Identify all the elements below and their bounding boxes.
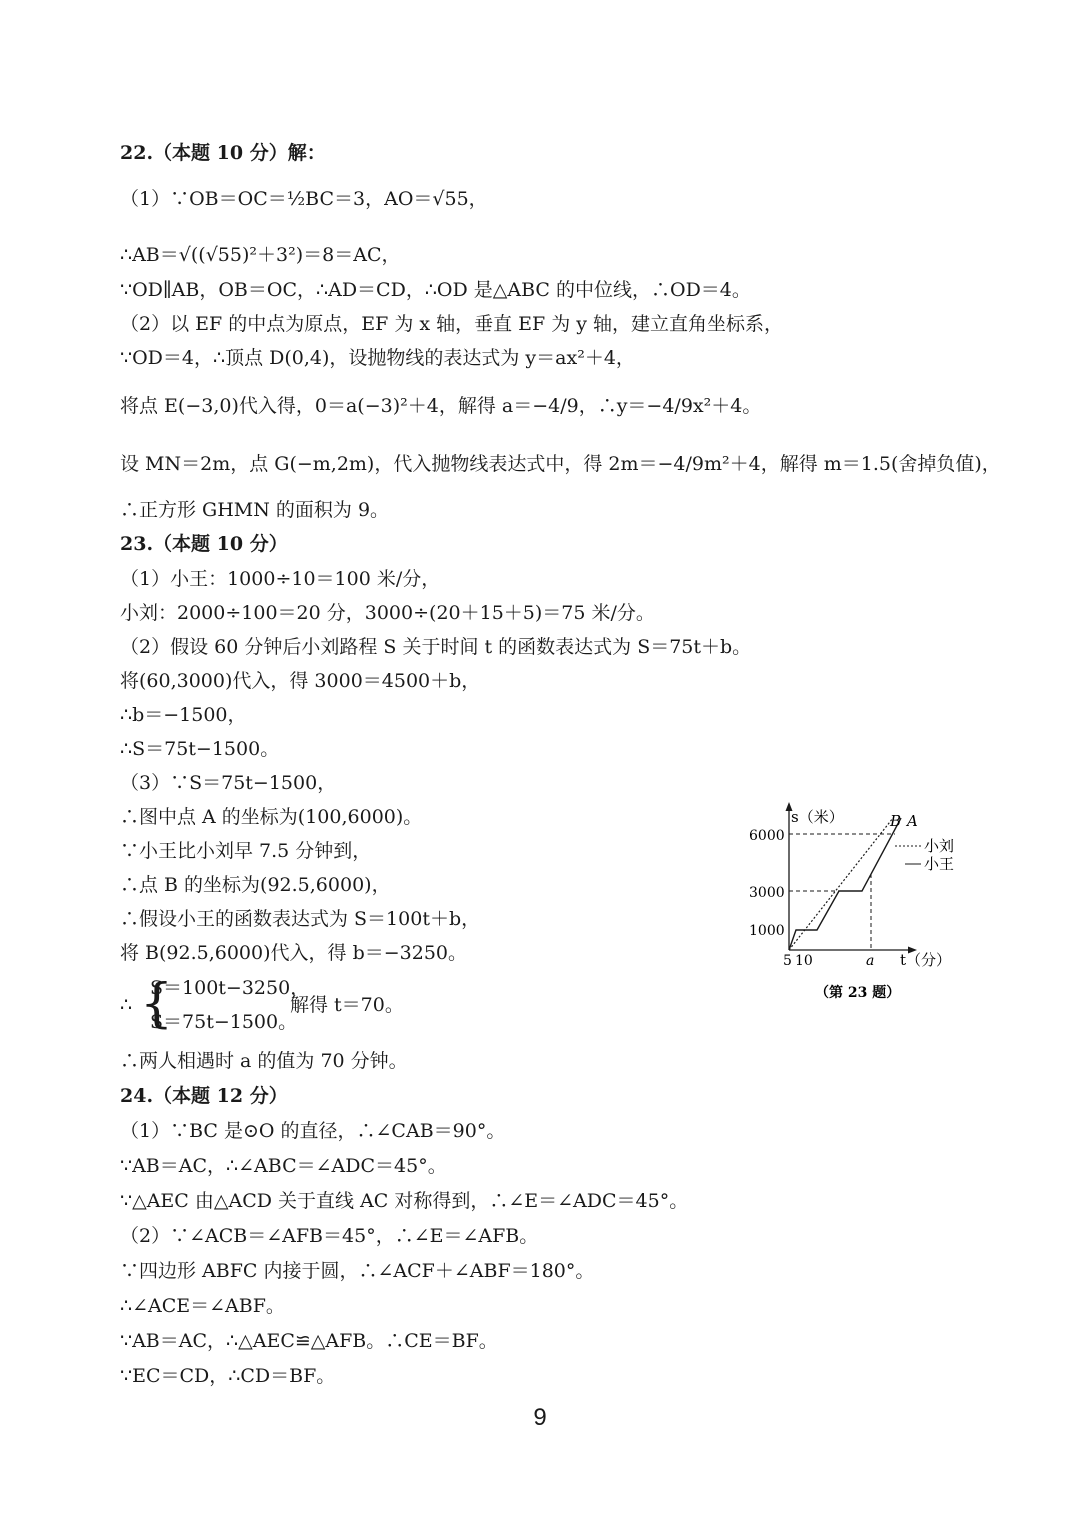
q22-line-4: （2）以 EF 的中点为原点，EF 为 x 轴，垂直 EF 为 y 轴，建立直角坐标系， <box>120 313 784 335</box>
q23-line-9: ∵小王比小刘早 7.5 分钟到， <box>120 840 372 862</box>
legend-xiaoliu: 小刘 <box>924 837 955 855</box>
figure-caption: （第 23 题） <box>815 985 901 1001</box>
equation-system-brace: { <box>140 974 174 1034</box>
q24-line-4: （2）∵∠ACB＝∠AFB＝45°，∴∠E＝∠AFB。 <box>120 1225 539 1247</box>
q23-line-1: （1）小王：1000÷10＝100 米/分， <box>120 568 441 590</box>
y-tick-6000: 6000 <box>749 828 785 844</box>
x-tick-10: 10 <box>795 953 813 969</box>
q23-line-13: ∴两人相遇时 a 的值为 70 分钟。 <box>120 1050 408 1072</box>
q23-line-10: ∴点 B 的坐标为(92.5,6000)， <box>120 874 391 896</box>
xiaowang-line <box>789 818 893 950</box>
point-label-a: A <box>907 812 918 830</box>
q22-line-5: ∵OD＝4，∴顶点 D(0,4)，设抛物线的表达式为 y＝ax²＋4， <box>120 347 635 369</box>
q22-line-6: 将点 E(−3,0)代入得，0＝a(−3)²＋4，解得 a＝−4/9，∴y＝−4/9x²＋4。 <box>120 395 762 417</box>
q22-line-1: （1）∵OB＝OC＝½BC＝3，AO＝√55， <box>120 188 488 210</box>
legend-xiaowang: 小王 <box>924 855 955 873</box>
q23-line-8: ∴图中点 A 的坐标为(100,6000)。 <box>120 806 423 828</box>
q24-heading: 24.（本题 12 分） <box>120 1085 288 1107</box>
equation-system-solution: 解得 t＝70。 <box>290 994 404 1016</box>
equation-system-line-2: S＝75t−1500。 <box>150 1011 298 1033</box>
q22-line-2: ∴AB＝√((√55)²＋3²)＝8＝AC， <box>120 244 401 266</box>
q23-line-3: （2）假设 60 分钟后小刘路程 S 关于时间 t 的函数表达式为 S＝75t＋b。 <box>120 636 752 658</box>
q24-line-3: ∵△AEC 由△ACD 关于直线 AC 对称得到，∴∠E＝∠ADC＝45°。 <box>120 1190 689 1212</box>
q24-line-1: （1）∵BC 是⊙O 的直径，∴∠CAB＝90°。 <box>120 1120 506 1142</box>
q24-line-8: ∵EC＝CD，∴CD＝BF。 <box>120 1365 336 1387</box>
point-label-b: B <box>890 812 902 830</box>
q23-line-7: （3）∵S＝75t−1500， <box>120 772 337 794</box>
q22-heading: 22.（本题 10 分）解： <box>120 142 326 164</box>
q22-line-3: ∵OD∥AB，OB＝OC，∴AD＝CD，∴OD 是△ABC 的中位线，∴OD＝4。 <box>120 279 751 301</box>
x-axis-label: t（分） <box>900 951 952 969</box>
q23-therefore-symbol: ∴ <box>120 994 133 1016</box>
q22-line-7: 设 MN＝2m，点 G(−m,2m)，代入抛物线表达式中，得 2m＝−4/9m²＋4，解得 m＝1.5(舍掉负值)， <box>120 453 1001 475</box>
x-tick-5: 5 <box>783 953 792 969</box>
q24-line-6: ∴∠ACE＝∠ABF。 <box>120 1295 285 1317</box>
q24-line-5: ∵四边形 ABFC 内接于圆，∴∠ACF＋∠ABF＝180°。 <box>120 1260 595 1282</box>
y-tick-1000: 1000 <box>749 923 785 939</box>
q22-line-8: ∴正方形 GHMN 的面积为 9。 <box>120 499 390 521</box>
q23-line-4: 将(60,3000)代入，得 3000＝4500＋b， <box>120 670 481 692</box>
q24-line-7: ∵AB＝AC，∴△AEC≌△AFB。∴CE＝BF。 <box>120 1330 498 1352</box>
q23-figure <box>735 798 975 1008</box>
y-axis-label: s（米） <box>791 808 844 826</box>
y-tick-3000: 3000 <box>749 885 785 901</box>
x-tick-a: a <box>866 953 875 969</box>
equation-system-line-1: S＝100t−3250， <box>150 977 310 999</box>
q23-line-2: 小刘：2000÷100＝20 分，3000÷(20＋15＋5)＝75 米/分。 <box>120 602 655 624</box>
q23-line-11: ∴假设小王的函数表达式为 S＝100t＋b， <box>120 908 481 930</box>
q23-heading: 23.（本题 10 分） <box>120 533 288 555</box>
q24-line-2: ∵AB＝AC，∴∠ABC＝∠ADC＝45°。 <box>120 1155 447 1177</box>
xiaoliu-line <box>789 818 901 950</box>
q23-line-12: 将 B(92.5,6000)代入，得 b＝−3250。 <box>120 942 468 964</box>
q23-line-6: ∴S＝75t−1500。 <box>120 738 280 760</box>
q23-line-5: ∴b＝−1500， <box>120 704 247 726</box>
page-number: 9 <box>533 1404 547 1431</box>
